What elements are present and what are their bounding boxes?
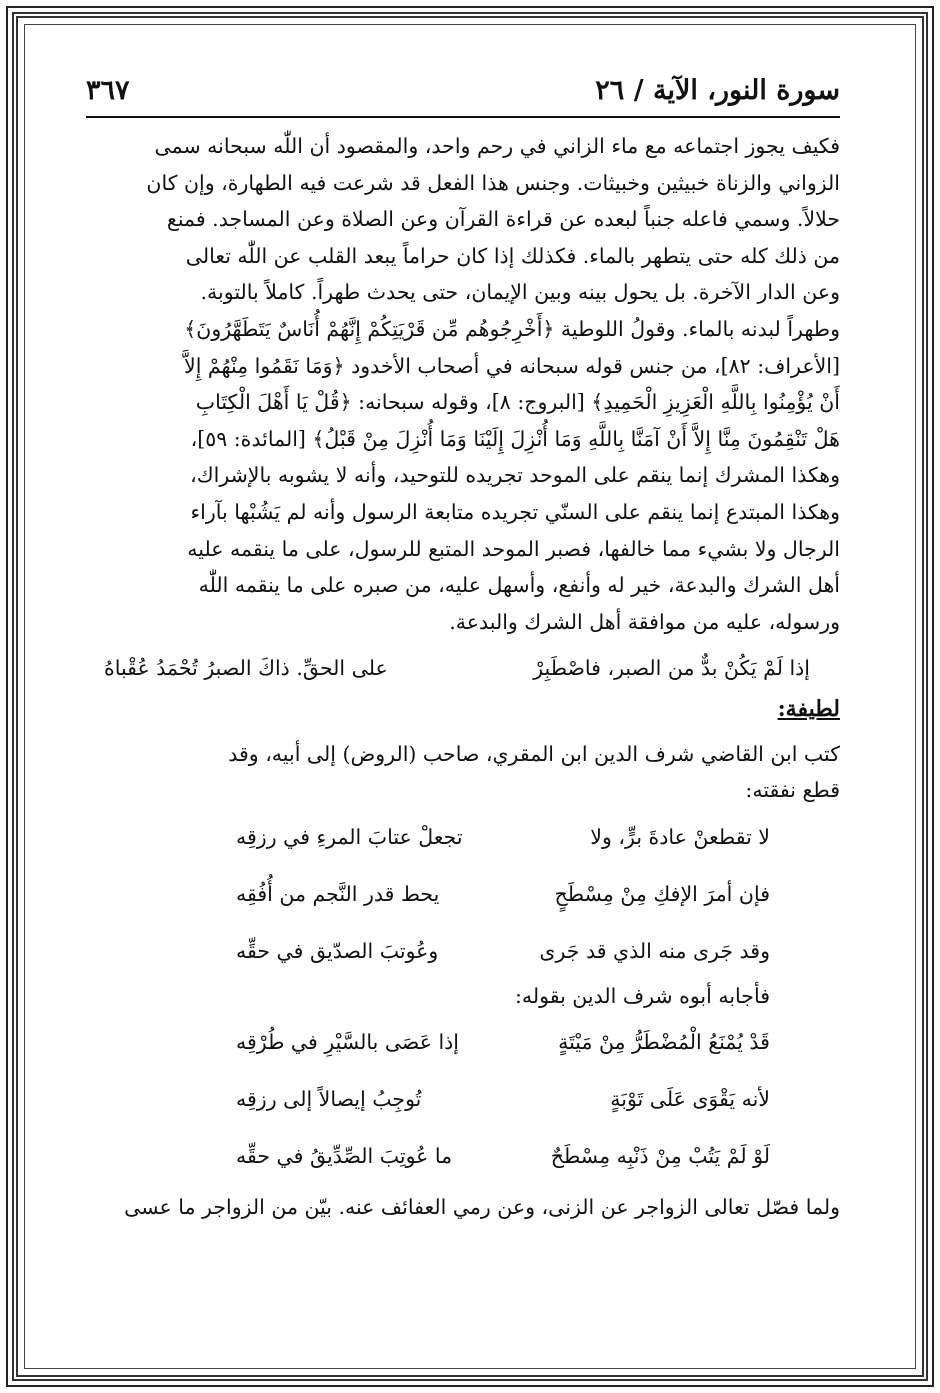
poem-verse <box>86 1014 840 1071</box>
section-subheading: لطيفة: <box>777 695 840 722</box>
poem-verse <box>86 1071 840 1128</box>
text-line: فكيف يجوز اجتماعه مع ماء الزاني في رحم واحد، والمقصود أن اللّٰه سبحانه سمى <box>154 134 840 158</box>
poem-verse <box>86 1128 840 1185</box>
text-line: وعن الدار الآخرة. بل يحول بينه وبين الإيمان، حتى يحدث طهراً. كاملاً بالتوبة. <box>200 280 840 305</box>
poem-first <box>86 809 840 980</box>
text-line: وهكذا المبتدع إنما ينقم على السنّي تجريده متابعة الرسول وأنه لم يَشُبْها بآراء <box>190 499 840 524</box>
text-line: [الأعراف: ٨٢]، من جنس قوله سبحانه في أصحاب الأخدود ﴿وَمَا نَقَمُوا مِنْهُمْ إِلاَّ <box>184 353 840 378</box>
poem-verse <box>86 923 840 980</box>
verse-second-hemistich: على الحقِّ. ذاكَ الصبرُ تُحْمَدُ عُقْباهُ <box>104 656 388 681</box>
text-line: من ذلك كله حتى يتطهر بالماء. فكذلك إذا كان حراماً يبعد القلب عن اللّٰه تعالى <box>185 243 840 268</box>
text-line: أهل الشرك والبدعة، خير له وأنفع، وأسهل عليه، من صبره على ما ينقمه اللّٰه <box>198 573 840 598</box>
closing-line: ولما فصّل تعالى الزواجر عن الزنى، وعن رمي العفائف عنه. بيّن من الزواجر ما عسى <box>124 1194 840 1219</box>
hemistich-right: قَدْ يُمْنَعُ الْمُضْطَرُّ مِنْ مَيْتَةٍ <box>558 1029 770 1054</box>
poem-verse <box>86 809 840 866</box>
page-body <box>86 128 840 1225</box>
running-header <box>86 70 840 110</box>
header-title: سورة النور، الآية / ٢٦ <box>595 74 840 106</box>
main-paragraph <box>86 128 840 640</box>
hemistich-right: لَوْ لَمْ يَتُبْ مِنْ ذَنْبِه مِسْطَحٌ <box>550 1143 770 1168</box>
hemistich-left: وعُوتبَ الصدّيق في حقِّه <box>236 938 439 963</box>
hemistich-right: لا تقطعنْ عادةَ برٍّ، ولا <box>590 824 770 849</box>
page-number: ٣٦٧ <box>86 74 130 106</box>
hemistich-left: يحط قدر النَّجم من أُفُقِه <box>236 881 440 906</box>
anecdote-paragraph <box>86 736 840 809</box>
text-line: هَلْ تَنْقِمُونَ مِنَّا إِلاَّ أَنْ آمَنَّا بِاللَّهِ وَمَا أُنْزِلَ إِلَيْنَا وَمَا أُنْزِلَ مِنْ قَبْلُ﴾ [المائدة: ٥٩]، <box>190 426 840 451</box>
text-line: وهكذا المشرك إنما ينقم على الموحد تجريده للتوحيد، وأنه لا يشوبه بالإشراك، <box>190 463 840 488</box>
text-line: وطهراً لبدنه بالماء. وقولُ اللوطية ﴿أَخْرِجُوهُم مِّن قَرْيَتِكُمْ إِنَّهُمْ أُنَاسٌ يَتَطَهَّرُونَ﴾ <box>184 316 840 341</box>
poem-reply-intro: فأجابه أبوه شرف الدين بقوله: <box>514 984 770 1009</box>
text-line: قطع نفقته: <box>745 778 840 803</box>
text-line: ورسوله، عليه من موافقة أهل الشرك والبدعة. <box>449 609 840 634</box>
hemistich-right: فإن أمرَ الإفكِ مِنْ مِسْطَحٍ <box>554 881 770 906</box>
poem-reply <box>86 1014 840 1185</box>
hemistich-left: تُوجِبُ إيصالاً إلى رزقِه <box>236 1086 422 1111</box>
text-line: الرجال ولا بشيء مما خالفها، فصبر الموحد المتبع للرسول، على ما ينقمه عليه <box>187 536 840 561</box>
text-line: الزواني والزناة خبيثين وخبيثات. وجنس هذا الفعل قد شرعت فيه الطهارة، وإن كان <box>146 170 840 195</box>
verse-first-hemistich: إذا لَمْ يَكُنْ بدٌّ من الصبر، فاصْطَبِرْ <box>533 656 810 681</box>
hemistich-left: ما عُوتِبَ الصِّدِّيقُ في حقِّه <box>236 1143 453 1168</box>
text-line: أَنْ يُؤْمِنُوا بِاللَّهِ الْعَزِيزِ الْحَمِيدِ﴾ [البروج: ٨]، وقوله سبحانه: ﴿قُلْ يَا أَهْلَ الْكِتَابِ <box>195 390 840 415</box>
text-line: كتب ابن القاضي شرف الدين ابن المقري، صاحب (الروض) إلى أبيه، وقد <box>228 741 840 766</box>
text-line: حلالاً. وسمي فاعله جنباً لبعده عن قراءة القرآن وعن الصلاة وعن المساجد. فمنع <box>166 207 840 232</box>
hemistich-right: وقد جَرى منه الذي قد جَرى <box>539 938 770 963</box>
hemistich-left: إذا عَصَى بالسَّيْرِ في طُرْقِه <box>236 1029 459 1054</box>
hemistich-right: لأنه يَقْوَى عَلَى تَوْبَةٍ <box>610 1086 770 1111</box>
header-rule <box>86 116 840 118</box>
hemistich-left: تجعلْ عتابَ المرءِ في رزقِه <box>236 824 463 849</box>
poem-verse <box>86 866 840 923</box>
verse-line <box>86 650 840 687</box>
